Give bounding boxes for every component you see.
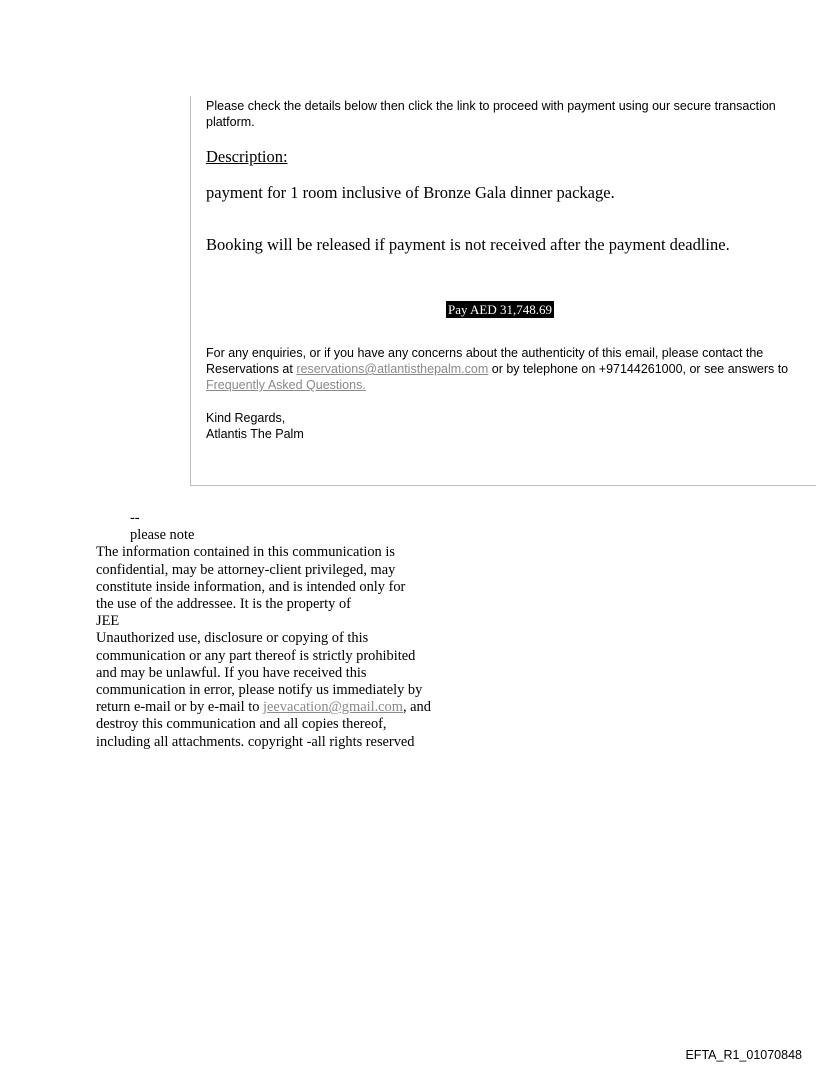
- pay-button[interactable]: Pay AED 31,748.69: [448, 302, 552, 317]
- please-note: please note: [130, 527, 195, 544]
- faq-link[interactable]: Frequently Asked Questions.: [206, 378, 366, 392]
- reservations-email-link[interactable]: reservations@atlantisthepalm.com: [296, 362, 489, 376]
- disclaimer-line: Unauthorized use, disclosure or copying of this: [96, 630, 369, 647]
- return-suffix: , and: [402, 699, 431, 716]
- disclaimer-line: constitute inside information, and is intended only for: [96, 578, 406, 595]
- disclaimer-line: communication in error, please notify us immediately by: [96, 682, 423, 699]
- disclaimer-line: confidential, may be attorney-client privileged, may: [96, 561, 396, 578]
- document-id: EFTA_R1_01070848: [685, 1048, 802, 1062]
- email-content-box: [190, 96, 816, 486]
- disclaimer-block: [96, 510, 476, 751]
- disclaimer-line: The information contained in this communication is: [96, 544, 395, 561]
- signature-text: Atlantis The Palm: [206, 427, 304, 441]
- release-notice: Booking will be released if payment is not received after the payment deadline.: [206, 235, 730, 254]
- intro-text: Please check the details below then click the link to proceed with payment using our secure transaction platform.: [206, 99, 776, 129]
- disclaimer-line: and may be unlawful. If you have received this: [96, 664, 367, 681]
- disclaimer-line: the use of the addressee. It is the property of: [96, 596, 351, 613]
- description-heading: Description:: [206, 147, 288, 166]
- enquiry-text-1: For any enquiries, or if you have any concerns about the authenticity of this email, please contact the Reservations at: [206, 346, 764, 376]
- disclaimer-line: destroy this communication and all copies thereof,: [96, 716, 387, 733]
- description-text: payment for 1 room inclusive of Bronze Gala dinner package.: [206, 183, 615, 202]
- return-prefix: return e-mail or by e-mail to: [96, 699, 264, 716]
- closing-text: Kind Regards,: [206, 411, 286, 425]
- contact-email-link[interactable]: jeevacation@gmail.com: [263, 699, 403, 716]
- disclaimer-return-line: [96, 699, 476, 716]
- disclaimer-line: communication or any part thereof is strictly prohibited: [96, 647, 416, 664]
- closing-block: [206, 410, 304, 442]
- enquiry-paragraph: [206, 345, 811, 393]
- separator: --: [130, 510, 140, 526]
- disclaimer-line: including all attachments. copyright -all rights reserved: [96, 733, 415, 750]
- enquiry-text-2: or by telephone on +97144261000, or see answers to: [488, 362, 789, 376]
- disclaimer-line: JEE: [96, 613, 120, 630]
